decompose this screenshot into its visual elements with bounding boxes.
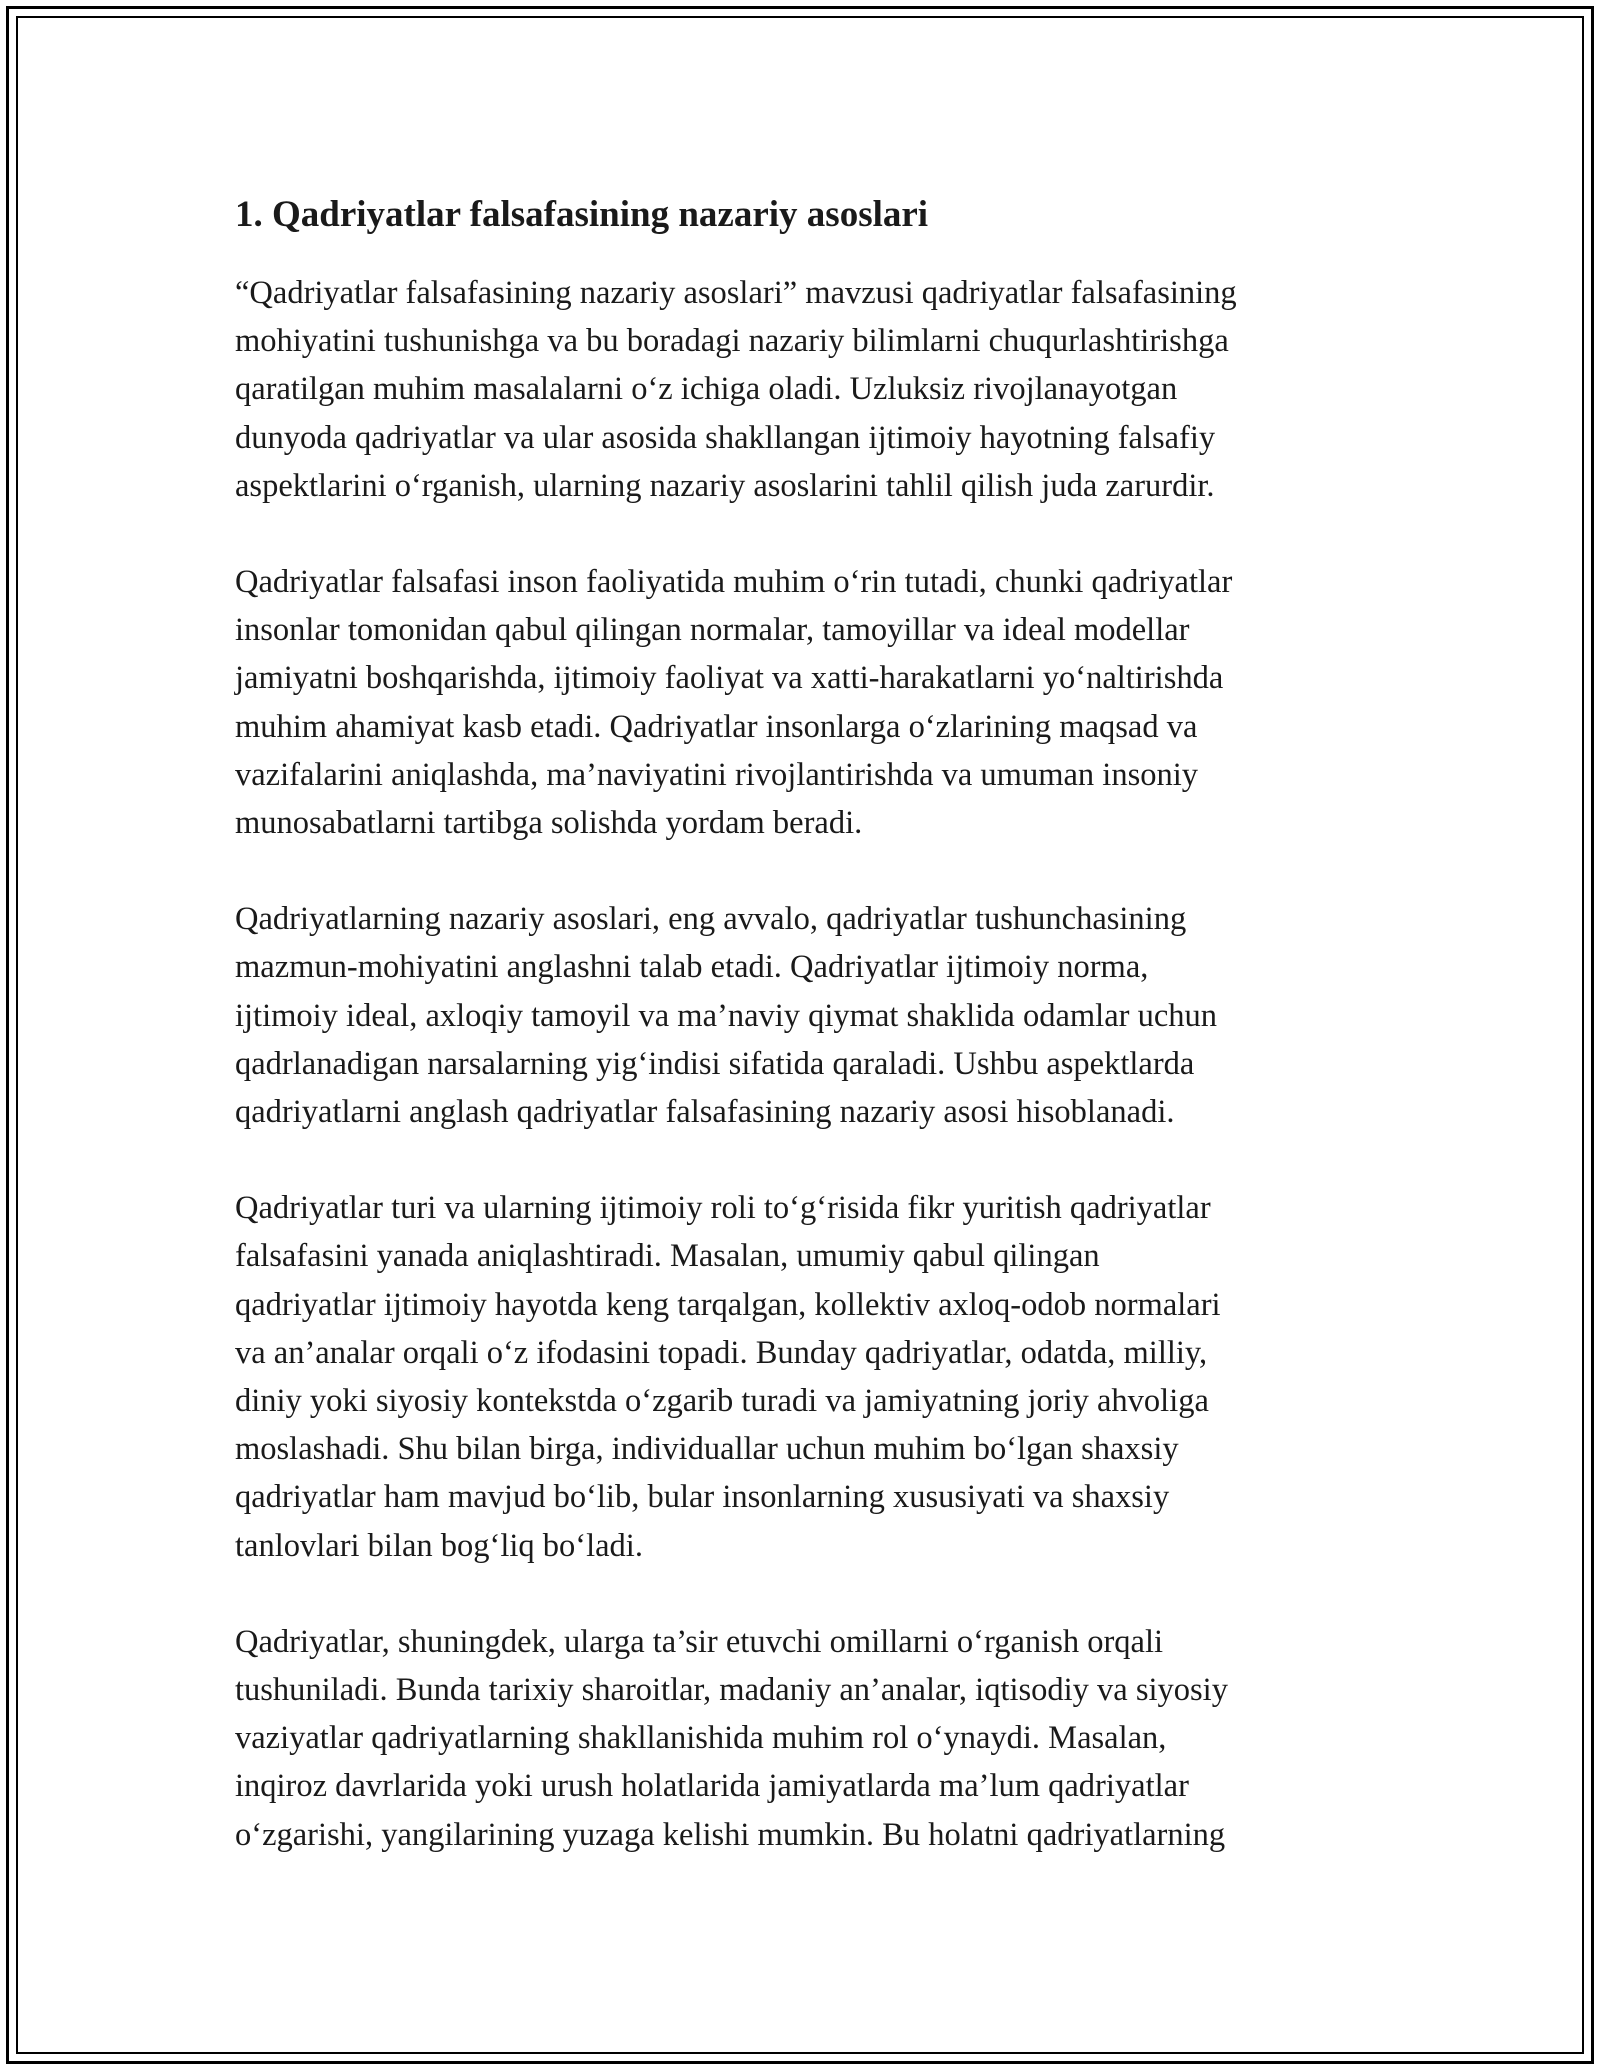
paragraph-2: Qadriyatlar falsafasi inson faoliyatida muhim o‘rin tutadi, chunki qadriyatlar insonlar tomonidan qabul qilingan normalar, tamoyillar va ideal modellar jamiyatni boshqarishda, ijtimoiy faoliyat va xatti-harakatlarni yo‘naltirishda muhim ahamiyat kasb etadi. Qadriyatlar insonlarga o‘zlarining maqsad va vazifalarini aniqlashda, ma’naviyatini rivojlantirishda va umuman insoniy munosabatlarni tartibga solishda yordam beradi. — [235, 564, 1233, 842]
section-heading: 1. Qadriyatlar falsafasining nazariy asoslari — [235, 194, 929, 235]
paragraph-5: Qadriyatlar, shuningdek, ularga ta’sir etuvchi omillarni o‘rganish orqali tushuniladi. Bunda tarixiy sharoitlar, madaniy an’analar, iqtisodiy va siyosiy vaziyatlar qadriyatlarning shakllanishida muhim rol o‘ynaydi. Masalan, inqiroz davrlarida yoki urush holatlarida jamiyatlarda ma’lum qadriyatlar o‘zgarishi, yangilarining yuzaga kelishi mumkin. Bu holatni qadriyatlarning — [235, 1623, 1228, 1853]
paragraph-3: Qadriyatlarning nazariy asoslari, eng avvalo, qadriyatlar tushunchasining mazmun-mohiyatini anglashni talab etadi. Qadriyatlar ijtimoiy norma, ijtimoiy ideal, axloqiy tamoyil va ma’naviy qiymat shaklida odamlar uchun qadrlanadigan narsalarning yig‘indisi sifatida qaraladi. Ushbu aspektlarda qadriyatlarni anglash qadriyatlar falsafasining nazariy asosi hisoblanadi. — [235, 901, 1217, 1131]
paragraph-4: Qadriyatlar turi va ularning ijtimoiy roli to‘g‘risida fikr yuritish qadriyatlar falsafasini yanada aniqlashtiradi. Masalan, umumiy qabul qilingan qadriyatlar ijtimoiy hayotda keng tarqalgan, kollektiv axloq-odob normalari va an’analar orqali o‘z ifodasini topadi. Bunday qadriyatlar, odatda, milliy, diniy yoki siyosiy kontekstda o‘zgarib turadi va jamiyatning joriy ahvoliga moslashadi. Shu bilan birga, individuallar uchun muhim bo‘lgan shaxsiy qadriyatlar ham mavjud bo‘lib, bular insonlarning xususiyati va shaxsiy tanlovlari bilan bog‘liq bo‘ladi. — [235, 1190, 1221, 1564]
document-body — [235, 185, 1385, 1907]
paragraph-1: “Qadriyatlar falsafasining nazariy asoslari” mavzusi qadriyatlar falsafasining mohiyatini tushunishga va bu boradagi nazariy bilimlarni chuqurlashtirishga qaratilgan muhim masalalarni o‘z ichiga oladi. Uzluksiz rivojlanayotgan dunyoda qadriyatlar va ular asosida shakllangan ijtimoiy hayotning falsafiy aspektlarini o‘rganish, ularning nazariy asoslarini tahlil qilish juda zarurdir. — [235, 275, 1237, 504]
